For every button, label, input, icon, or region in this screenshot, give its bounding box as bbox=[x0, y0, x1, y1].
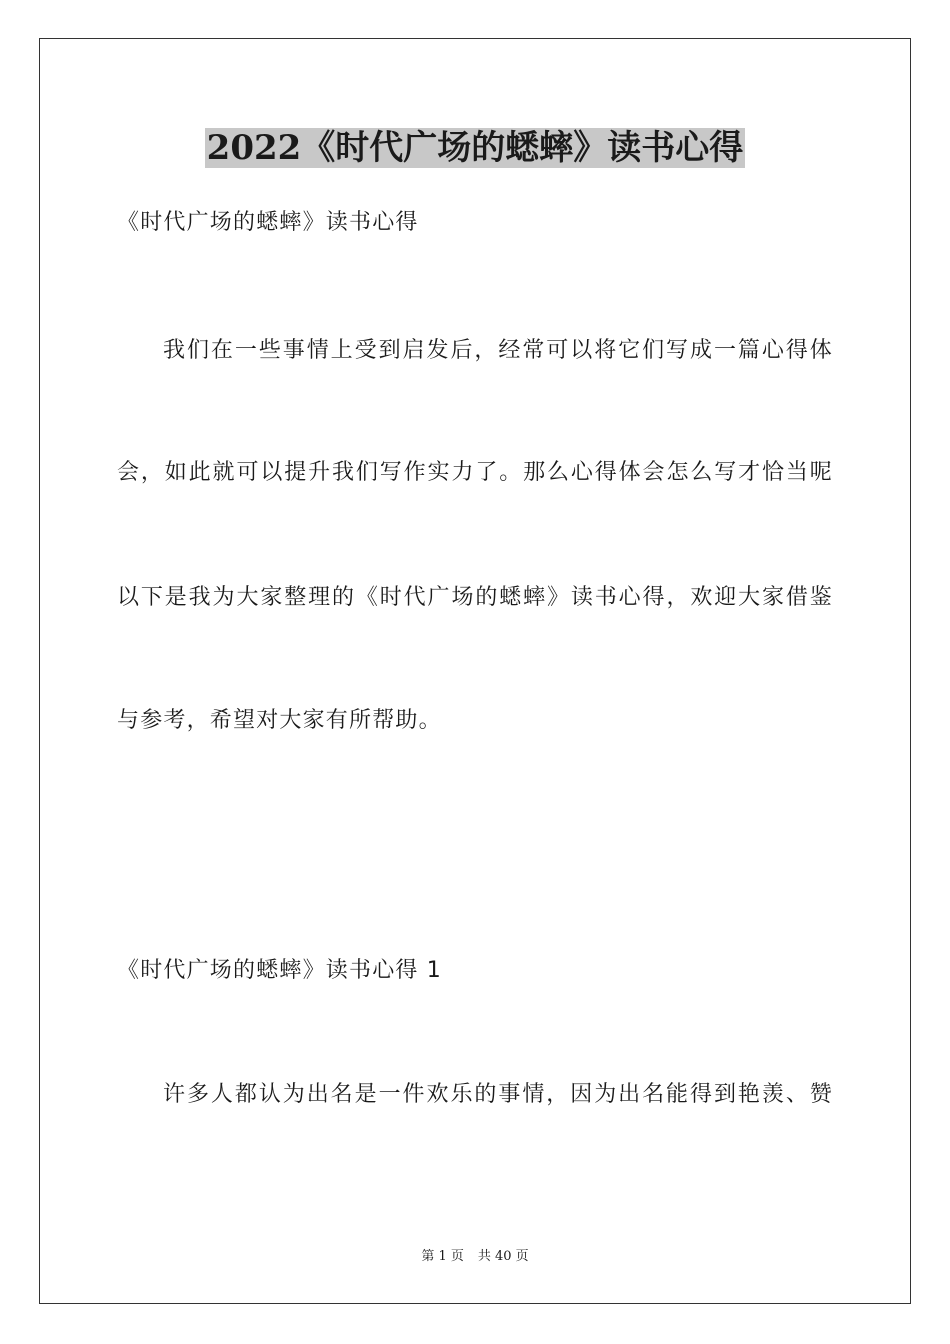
intro-line-2: 会，如此就可以提升我们写作实力了。那么心得体会怎么写才恰当呢 bbox=[117, 460, 833, 485]
section-heading: 《时代广场的蟋蟀》读书心得 1 bbox=[117, 958, 442, 983]
section-paragraph-line-1: 许多人都认为出名是一件欢乐的事情，因为出名能得到艳羡、赞 bbox=[163, 1082, 833, 1107]
document-title bbox=[0, 124, 950, 172]
intro-line-4: 与参考，希望对大家有所帮助。 bbox=[117, 708, 442, 733]
intro-line-3: 以下是我为大家整理的《时代广场的蟋蟀》读书心得，欢迎大家借鉴 bbox=[117, 585, 833, 610]
page-total: 共 40 页 bbox=[477, 1249, 529, 1264]
page-footer bbox=[0, 1248, 950, 1266]
intro-line-1: 我们在一些事情上受到启发后，经常可以将它们写成一篇心得体 bbox=[163, 338, 833, 363]
document-title-text: 2022《时代广场的蟋蟀》读书心得 bbox=[206, 128, 744, 168]
document-subtitle: 《时代广场的蟋蟀》读书心得 bbox=[117, 210, 419, 235]
page-number: 第 1 页 bbox=[421, 1249, 464, 1264]
